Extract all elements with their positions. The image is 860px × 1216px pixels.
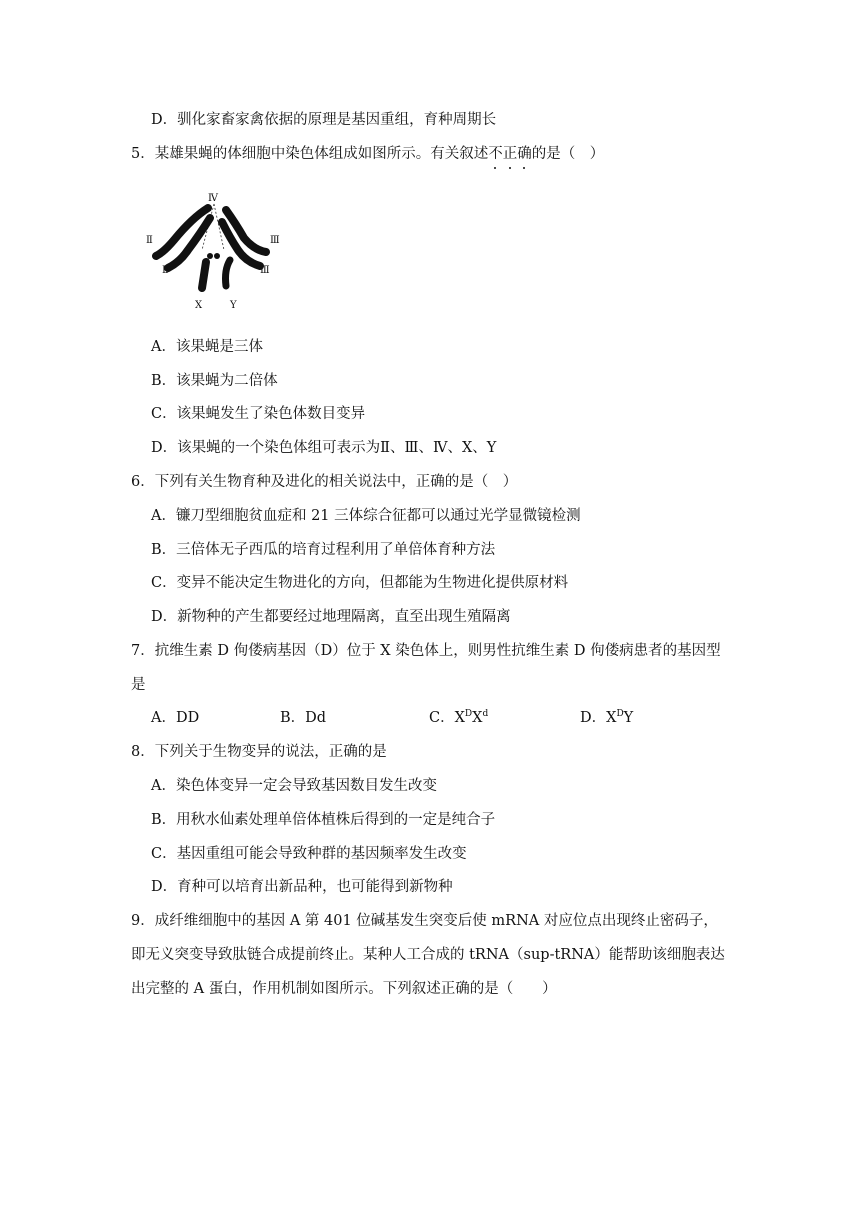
q7-option-d-prefix: D．X	[580, 710, 617, 726]
q5-option-b: B．该果蝇为二倍体	[151, 373, 278, 389]
q7-option-c	[429, 708, 488, 728]
q6-option-c: C．变异不能决定生物进化的方向，但都能为生物进化提供原材料	[151, 575, 569, 591]
q8-option-c: C．基因重组可能会导致种群的基因频率发生改变	[151, 846, 467, 862]
label-chromosome-II-lower: Ⅱ	[162, 265, 169, 276]
q7-stem-line1: 7．抗维生素 D 佝偻病基因（D）位于 X 染色体上，则男性抗维生素 D 佝偻病患者的基因型	[131, 643, 721, 659]
q7-option-d-suffix: Y	[623, 710, 634, 726]
q5-stem-before: 5．某雄果蝇的体细胞中染色体组成如图所示。有关叙述	[131, 146, 489, 162]
q6-option-a: A．镰刀型细胞贫血症和 21 三体综合征都可以通过光学显微镜检测	[151, 508, 581, 524]
q7-option-c-prefix: C．X	[429, 710, 465, 726]
q7-option-a: A．DD	[151, 710, 200, 726]
q5-option-a: A．该果蝇是三体	[151, 339, 263, 355]
q6-option-b: B．三倍体无子西瓜的培育过程利用了单倍体育种方法	[151, 542, 496, 558]
label-chromosome-III-upper: Ⅲ	[270, 235, 280, 246]
q5-emphasis-char: 正	[502, 146, 518, 162]
q8-option-a: A．染色体变异一定会导致基因数目发生改变	[151, 778, 437, 794]
chromosome-IV-dot	[207, 253, 213, 259]
q6-stem: 6．下列有关生物育种及进化的相关说法中，正确的是（ ）	[131, 474, 518, 490]
q9-stem-line3: 出完整的 A 蛋白，作用机制如图所示。下列叙述正确的是（ ）	[131, 981, 557, 997]
q9-stem-line2: 即无义突变导致肽链合成提前终止。某种人工合成的 tRNA（sup-tRNA）能帮助该细胞表达	[131, 947, 725, 963]
q9-stem-line1: 9．成纤维细胞中的基因 A 第 401 位碱基发生突变后使 mRNA 对应位点出现终止密码子，	[131, 913, 718, 929]
chromosome-X	[202, 262, 206, 288]
q5-stem-after: 的是（ ）	[531, 146, 605, 162]
q8-stem: 8．下列关于生物变异的说法，正确的是	[131, 744, 387, 760]
q5-emphasis-char: 不	[488, 146, 503, 162]
q5-option-d: D．该果蝇的一个染色体组可表示为Ⅱ、Ⅲ、Ⅳ、X、Y	[151, 440, 497, 456]
label-chromosome-III-lower: Ⅲ	[260, 265, 270, 276]
q7-option-c-mid: X	[472, 710, 483, 726]
label-chromosome-X: X	[195, 300, 203, 311]
q6-option-d: D．新物种的产生都要经过地理隔离，直至出现生殖隔离	[151, 609, 511, 625]
q8-option-b: B．用秋水仙素处理单倍体植株后得到的一定是纯合子	[151, 812, 496, 828]
q7-option-d	[580, 708, 633, 728]
label-chromosome-IV: Ⅳ	[208, 193, 218, 204]
q7-option-c-sup2: d	[482, 709, 489, 719]
q7-option-c-sup1: D	[464, 709, 473, 719]
q7-option-b: B．Dd	[280, 710, 327, 726]
q8-option-d: D．育种可以培育出新品种，也可能得到新物种	[151, 879, 453, 895]
q5-stem	[131, 144, 604, 164]
q4-option-d: D．驯化家畜家禽依据的原理是基因重组，育种周期长	[151, 112, 497, 128]
q5-option-c: C．该果蝇发生了染色体数目变异	[151, 406, 366, 422]
q7-options-row	[0, 708, 860, 728]
q7-stem-line2: 是	[131, 677, 146, 693]
chromosome-karyotype-figure	[140, 188, 290, 316]
label-chromosome-Y: Y	[230, 300, 237, 311]
chromosome-IV-dot	[214, 253, 220, 259]
label-chromosome-II-upper: Ⅱ	[146, 235, 153, 246]
chromosome-Y	[226, 260, 231, 286]
q5-emphasis-char: 确	[517, 146, 532, 162]
q7-option-d-sup: D	[616, 709, 624, 719]
